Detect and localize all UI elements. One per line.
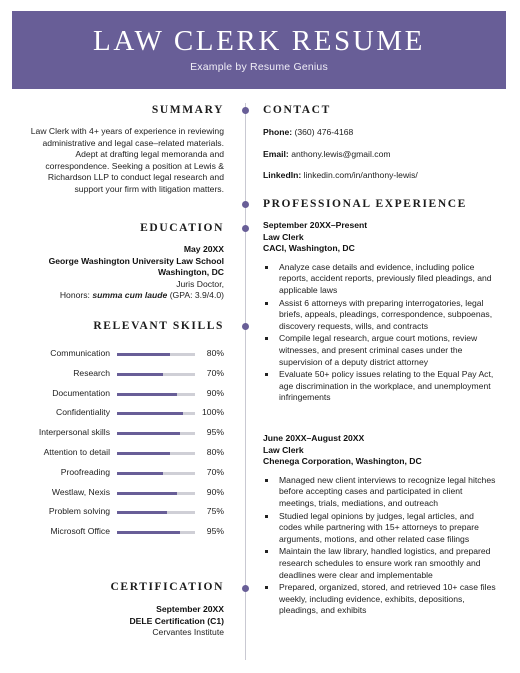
- skill-percent: 90%: [206, 486, 224, 497]
- skill-percent: 100%: [202, 407, 224, 418]
- education-block: [16, 244, 224, 302]
- job-bullets: [263, 475, 499, 617]
- contact-phone: [263, 127, 353, 137]
- timeline-dot-skills: [242, 323, 249, 330]
- linkedin-value[interactable]: linkedin.com/in/anthony-lewis/: [303, 170, 418, 180]
- education-date: May 20XX: [183, 244, 224, 254]
- job-entry: [263, 220, 499, 405]
- certification-issuer: Cervantes Institute: [152, 627, 224, 638]
- timeline-dot-summary: [242, 107, 249, 114]
- job-title: Law Clerk: [263, 231, 304, 242]
- summary-line: administrative and legal case–related materials.: [42, 137, 224, 148]
- skill-name: Problem solving: [48, 506, 110, 517]
- honors-label: Honors:: [59, 290, 93, 301]
- job-company: CACI, Washington, DC: [263, 243, 355, 254]
- skill-bar-track: [117, 511, 195, 514]
- skill-name: Research: [73, 367, 110, 378]
- skills-list: [24, 345, 228, 543]
- summary-line: correspondence. Seeking a position at Lewis &: [45, 160, 224, 171]
- skill-bar-fill: [117, 452, 170, 455]
- experience-heading: PROFESSIONAL EXPERIENCE: [263, 198, 467, 210]
- skill-bar-fill: [117, 353, 170, 356]
- skill-name: Attention to detail: [43, 446, 110, 457]
- skill-bar-track: [117, 393, 195, 396]
- job-bullet: Studied legal opinions by judges, legal articles, and codes while partnering with 15+ attorneys to prepare arguments, motions, and other related case filings: [263, 511, 499, 546]
- timeline-dot-certification: [242, 585, 249, 592]
- skills-heading: RELEVANT SKILLS: [93, 320, 224, 332]
- job-dates: June 20XX–August 20XX: [263, 433, 365, 443]
- skill-name: Microsoft Office: [50, 526, 110, 537]
- skill-bar-fill: [117, 432, 180, 435]
- skill-name: Westlaw, Nexis: [51, 486, 110, 497]
- skill-name: Documentation: [52, 387, 110, 398]
- skill-row: [24, 385, 228, 405]
- skill-percent: 80%: [206, 348, 224, 358]
- skill-row: [24, 424, 228, 444]
- job-bullet: Prepared, organized, stored, and retrieved 10+ case files weekly, including evidence, exhibits, depositions, pleadings, and exhibits: [263, 582, 499, 617]
- summary-text: [16, 126, 224, 196]
- linkedin-label: LinkedIn:: [263, 170, 302, 180]
- skill-row: [24, 464, 228, 484]
- job-bullets: [263, 262, 499, 404]
- certification-heading: CERTIFICATION: [110, 581, 224, 593]
- job-entry: [263, 433, 499, 618]
- contact-email: [263, 149, 391, 159]
- summary-line: Law Clerk with 4+ years of experience in reviewing: [30, 126, 224, 136]
- job-bullet: Assist 6 attorneys with preparing interrogatories, legal briefs, appeals, pleadings, correspondence, subpoenas, discovery requests, wills, and contracts: [263, 298, 499, 333]
- skill-bar-track: [117, 412, 195, 415]
- skill-percent: 80%: [206, 446, 224, 457]
- education-gpa: (GPA: 3.9/4.0): [167, 290, 224, 301]
- job-bullet: Maintain the law library, handled logistics, and prepared research schedules to ensure work ran smoothly and deadlines were clear and implementable: [263, 546, 499, 581]
- resume-subtitle: Example by Resume Genius: [190, 61, 328, 73]
- education-heading: EDUCATION: [140, 222, 224, 234]
- contact-linkedin: [263, 170, 418, 180]
- skill-percent: 75%: [206, 506, 224, 517]
- skill-bar-fill: [117, 393, 177, 396]
- education-school: George Washington University Law School: [48, 255, 224, 266]
- skill-bar-fill: [117, 511, 167, 514]
- skill-name: Communication: [50, 348, 110, 358]
- resume-title: LAW CLERK RESUME: [93, 25, 425, 57]
- honors-value: summa cum laude: [92, 290, 168, 301]
- certification-name: DELE Certification (C1): [129, 615, 224, 626]
- contact-heading: CONTACT: [263, 104, 331, 116]
- skill-bar-track: [117, 432, 195, 435]
- timeline-divider: [245, 103, 246, 660]
- skill-bar-track: [117, 531, 195, 534]
- skill-bar-fill: [117, 492, 177, 495]
- education-location: Washington, DC: [157, 267, 224, 278]
- summary-heading: SUMMARY: [151, 104, 224, 116]
- job-bullet: Compile legal research, argue court motions, review witnesses, and present criminal cases under the supervision of a deputy district attorney: [263, 333, 499, 368]
- timeline-dot-education: [242, 225, 249, 232]
- skill-bar-track: [117, 353, 195, 356]
- skill-percent: 95%: [206, 427, 224, 438]
- skill-name: Interpersonal skills: [38, 427, 110, 438]
- timeline-dot-experience: [242, 201, 249, 208]
- skill-bar-track: [117, 452, 195, 455]
- job-company: Chenega Corporation, Washington, DC: [263, 456, 422, 467]
- skill-bar-track: [117, 492, 195, 495]
- skill-bar-fill: [117, 472, 163, 475]
- skill-row: [24, 444, 228, 464]
- skill-row: [24, 523, 228, 543]
- education-honors: [16, 290, 224, 302]
- skill-bar-fill: [117, 373, 163, 376]
- phone-label: Phone:: [263, 127, 293, 137]
- job-title: Law Clerk: [263, 444, 304, 455]
- job-bullet: Analyze case details and evidence, including police reports, accident reports, previously filed pleadings, and applicable laws: [263, 262, 499, 297]
- job-bullet: Managed new client interviews to recognize legal hitches before accepting cases and participated in client meetings, trials, mediations, and outreach: [263, 475, 499, 510]
- skill-row: [24, 404, 228, 424]
- job-dates: September 20XX–Present: [263, 220, 368, 230]
- resume-header: [12, 11, 506, 89]
- email-value[interactable]: anthony.lewis@gmail.com: [291, 149, 391, 159]
- summary-line: support your firm with litigation matters.: [74, 183, 224, 194]
- email-label: Email:: [263, 149, 289, 159]
- job-bullet: Evaluate 50+ policy issues relating to the Equal Pay Act, age discrimination in the workplace, and unemployment infringements: [263, 369, 499, 404]
- skill-name: Proofreading: [60, 466, 110, 477]
- skill-percent: 70%: [206, 367, 224, 378]
- skill-bar-fill: [117, 531, 180, 534]
- summary-line: Adept at drafting legal memoranda and: [75, 149, 224, 160]
- skill-row: [24, 484, 228, 504]
- skill-bar-track: [117, 472, 195, 475]
- certification-date: September 20XX: [156, 604, 224, 614]
- phone-value[interactable]: (360) 476-4168: [294, 127, 354, 137]
- skill-row: [24, 365, 228, 385]
- skill-bar-track: [117, 373, 195, 376]
- skill-row: [24, 503, 228, 523]
- summary-line: Richardson LLP to conduct legal research and: [47, 172, 224, 183]
- skill-bar-fill: [117, 412, 183, 415]
- education-degree: Juris Doctor,: [176, 278, 224, 289]
- skill-percent: 70%: [206, 466, 224, 477]
- skill-percent: 95%: [206, 526, 224, 537]
- skill-row: [24, 345, 228, 365]
- skill-percent: 90%: [206, 387, 224, 398]
- skill-name: Confidentiality: [56, 407, 110, 418]
- certification-block: [16, 604, 224, 639]
